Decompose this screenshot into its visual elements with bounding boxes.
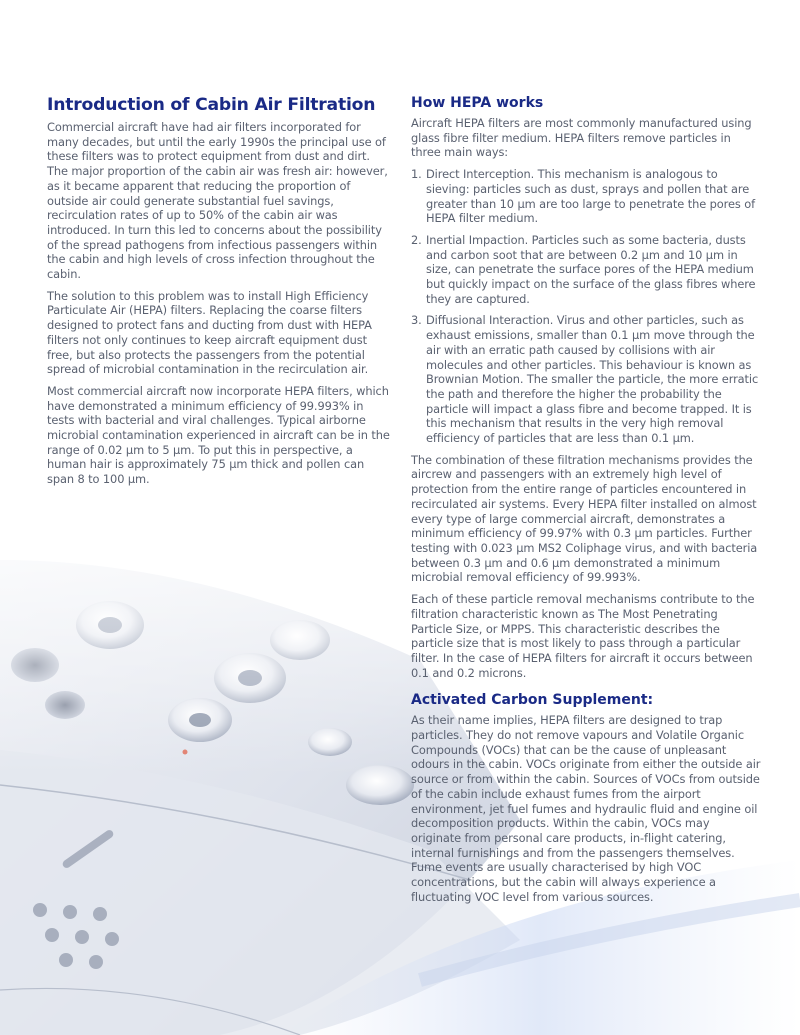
list-item-text: Diffusional Interaction. Virus and other particles, such as exhaust emissions, smaller than 0.1 µm move through the air with an erratic path caused by collisions with air molecules and other particles. This behaviour is known as Brownian Motion. The smaller the particle, the more erratic the path and therefore the higher the probability the particle will impact a glass fibre and become trapped. It is this mechanism that results in the very high removal efficiency of particles that are less than 0.1 µm. bbox=[426, 313, 759, 446]
mpps-paragraph: Each of these particle removal mechanisms contribute to the filtration characteristic known as The Most Penetrating Particle Size, or MPPS. This characteristic describes the particle size that is most likely to pass through a particular filter. In the case of HEPA filters for aircraft it occurs between 0.1 and 0.2 microns. bbox=[411, 592, 755, 680]
left-column bbox=[47, 94, 392, 494]
list-item-text: Inertial Impaction. Particles such as some bacteria, dusts and carbon soot that are between 0.2 µm and 10 µm in size, can penetrate the surface pores of the HEPA medium but quickly impact on the surface of the glass fibres where they are captured. bbox=[426, 232, 756, 306]
list-number: 1. bbox=[411, 167, 422, 182]
combination-paragraph: The combination of these filtration mechanisms provides the aircrew and passengers with an extremely high level of protection from the entire range of particles encountered in recirculated air systems. Every HEPA filter installed on almost every type of large commercial aircraft, demonstrates a minimum efficiency of 99.97% with 0.3 µm particles. Further testing with 0.023 µm MS2 Coliphage virus, and with bacteria between 0.3 µm and 0.6 µm demonstrated a minimum microbial removal efficiency of 99.993%. bbox=[411, 452, 758, 585]
right-column bbox=[411, 94, 761, 911]
activated-carbon-heading: Activated Carbon Supplement: bbox=[411, 692, 654, 709]
list-number: 3. bbox=[411, 313, 422, 328]
list-item bbox=[411, 313, 761, 445]
how-hepa-intro: Aircraft HEPA filters are most commonly manufactured using glass fibre filter medium. HEPA filters remove particles in three main ways: bbox=[411, 116, 752, 160]
page-title: Introduction of Cabin Air Filtration bbox=[47, 95, 376, 115]
list-item bbox=[411, 167, 761, 226]
how-hepa-works-heading: How HEPA works bbox=[411, 95, 544, 111]
list-number: 2. bbox=[411, 232, 422, 247]
list-item-text: Direct Interception. This mechanism is analogous to sieving: particles such as dust, sprays and pollen that are greater than 10 µm are too large to penetrate the pores of HEPA filter medium. bbox=[426, 167, 755, 226]
solution-paragraph: The solution to this problem was to install High Efficiency Particulate Air (HEPA) filters. Replacing the coarse filters designed to protect fans and ducting from dust with HEPA filters not only continues to keep aircraft equipment dust free, but also protects the passengers from the potential spread of microbial contamination in the recirculation air. bbox=[47, 288, 372, 377]
activated-carbon-paragraph: As their name implies, HEPA filters are designed to trap particles. They do not remove vapours and Volatile Organic Compounds (VOCs) that can be the cause of unpleasant odours in the cabin. VOCs originate from either the outside air source or from within the cabin. Sources of VOCs from outside of the cabin include exhaust fumes from the airport environment, jet fuel fumes and hydraulic fluid and engine oil decomposition products. Within the cabin, VOCs may originate from personal care products, in-flight catering, internal furnishings and from the passengers themselves. Fume events are usually characterised by high VOC concentrations, but the cabin will always experience a fluctuating VOC level from various sources. bbox=[411, 713, 761, 904]
list-item bbox=[411, 233, 761, 307]
hepa-efficiency-paragraph: Most commercial aircraft now incorporate HEPA filters, which have demonstrated a minimum efficiency of 99.993% in tests with bacterial and viral challenges. Typical airborne microbial contamination experienced in aircraft can be in the range of 0.02 µm to 5 µm. To put this in perspective, a human hair is approximately 75 µm thick and pollen can span 8 to 100 µm. bbox=[47, 383, 390, 487]
mechanism-list bbox=[411, 167, 761, 446]
intro-paragraph: Commercial aircraft have had air filters incorporated for many decades, but until the early 1990s the principal use of these filters was to protect equipment from dust and dirt. The major proportion of the cabin air was fresh air: however, as it became apparent that reducing the proportion of outside air could generate substantial fuel savings, recirculation rates of up to 50% of the cabin air was introduced. In turn this led to concerns about the possibility of the spread pathogens from infectious passengers within the cabin and high levels of cross infection throughout the cabin. bbox=[47, 120, 388, 282]
